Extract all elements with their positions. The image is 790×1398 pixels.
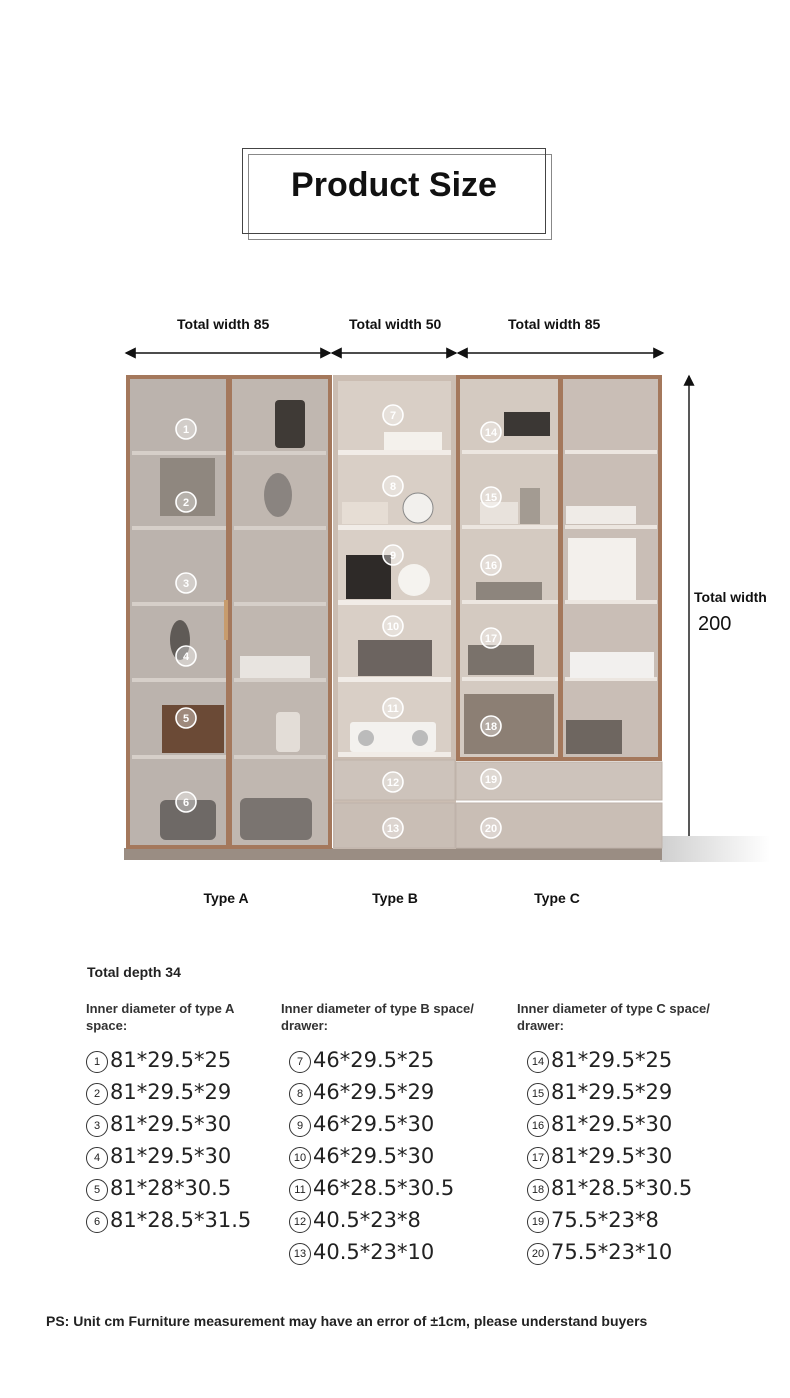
cabinet-type-a [126, 375, 332, 849]
type-a-dimensions [86, 1000, 266, 1236]
compartment-marker-label: 7 [389, 410, 397, 422]
compartment-dimensions: 46*29.5*30 [313, 1144, 435, 1168]
compartment-dimensions: 81*29.5*30 [110, 1144, 232, 1168]
compartment-marker [481, 628, 501, 648]
cabinet-plinth [124, 848, 662, 860]
compartment-number-badge: 10 [289, 1147, 311, 1169]
compartment-marker-label: 13 [386, 823, 400, 835]
compartment-number-badge: 14 [527, 1051, 549, 1073]
compartment-number-badge: 2 [86, 1083, 108, 1105]
dimension-item [527, 1140, 757, 1172]
compartment-dimensions: 46*29.5*25 [313, 1048, 435, 1072]
compartment-marker-label: 14 [484, 427, 498, 439]
dimension-item [527, 1236, 757, 1268]
compartment-marker-label: 19 [484, 774, 498, 786]
compartment-marker [176, 792, 196, 812]
compartment-marker-label: 12 [386, 777, 400, 789]
floor-shadow [660, 836, 770, 862]
compartment-marker [176, 708, 196, 728]
compartment-marker [481, 487, 501, 507]
compartment-dimensions: 40.5*23*8 [313, 1208, 421, 1232]
type-b-dimensions [281, 1000, 511, 1268]
compartment-marker [481, 716, 501, 736]
type-a-list [86, 1044, 266, 1236]
compartment-number-badge: 15 [527, 1083, 549, 1105]
type-label-b: Type B [372, 890, 418, 906]
compartment-marker-label: 8 [389, 481, 397, 493]
compartment-dimensions: 81*29.5*30 [110, 1112, 232, 1136]
measurement-note: PS: Unit cm Furniture measurement may have an error of ±1cm, please understand buyers [46, 1313, 648, 1329]
compartment-number-badge: 1 [86, 1051, 108, 1073]
compartment-marker-label: 16 [484, 560, 498, 572]
compartment-marker-label: 11 [387, 703, 399, 715]
compartment-dimensions: 81*29.5*25 [110, 1048, 232, 1072]
compartment-dimensions: 81*29.5*30 [551, 1112, 673, 1136]
dimension-item [86, 1172, 266, 1204]
compartment-marker [176, 492, 196, 512]
type-b-heading: Inner diameter of type B space/ drawer: [281, 1001, 474, 1033]
compartment-dimensions: 81*29.5*30 [551, 1144, 673, 1168]
compartment-marker [481, 769, 501, 789]
compartment-marker [176, 573, 196, 593]
compartment-number-badge: 19 [527, 1211, 549, 1233]
dimension-item [289, 1044, 511, 1076]
compartment-number-badge: 5 [86, 1179, 108, 1201]
compartment-marker [383, 772, 403, 792]
compartment-number-badge: 12 [289, 1211, 311, 1233]
compartment-marker-label: 1 [182, 424, 190, 436]
compartment-number-badge: 3 [86, 1115, 108, 1137]
width-label-type-b: Total width 50 [349, 316, 442, 332]
compartment-number-badge: 13 [289, 1243, 311, 1265]
compartment-marker-label: 18 [484, 721, 498, 733]
compartment-marker [383, 476, 403, 496]
compartment-number-badge: 8 [289, 1083, 311, 1105]
compartment-marker [176, 646, 196, 666]
compartment-marker-label: 4 [182, 651, 190, 663]
dimension-item [86, 1076, 266, 1108]
dimension-item [86, 1140, 266, 1172]
compartment-dimensions: 46*28.5*30.5 [313, 1176, 455, 1200]
compartment-number-badge: 11 [289, 1179, 311, 1201]
compartment-marker [481, 818, 501, 838]
page-title: Product Size [291, 166, 497, 204]
dimension-item [527, 1076, 757, 1108]
compartment-number-badge: 20 [527, 1243, 549, 1265]
dimension-item [527, 1204, 757, 1236]
total-depth: Total depth 34 [87, 964, 181, 980]
compartment-dimensions: 81*29.5*29 [551, 1080, 673, 1104]
compartment-number-badge: 6 [86, 1211, 108, 1233]
width-label-type-a: Total width 85 [177, 316, 270, 332]
type-b-list [281, 1044, 511, 1268]
compartment-marker [481, 422, 501, 442]
compartment-dimensions: 81*29.5*29 [110, 1080, 232, 1104]
dimension-item [527, 1172, 757, 1204]
type-a-heading: Inner diameter of type A space: [86, 1001, 234, 1033]
compartment-marker-label: 2 [182, 497, 190, 509]
height-label: Total width [694, 589, 767, 605]
compartment-marker [383, 698, 403, 718]
compartment-marker [383, 818, 403, 838]
compartment-marker [176, 419, 196, 439]
compartment-dimensions: 46*29.5*30 [313, 1112, 435, 1136]
compartment-number-badge: 7 [289, 1051, 311, 1073]
compartment-marker-label: 3 [182, 578, 190, 590]
compartment-dimensions: 75.5*23*8 [551, 1208, 659, 1232]
type-c-list [517, 1044, 757, 1268]
type-c-dimensions [517, 1000, 757, 1268]
compartment-marker-label: 10 [386, 621, 400, 633]
compartment-marker [383, 616, 403, 636]
compartment-dimensions: 75.5*23*10 [551, 1240, 673, 1264]
dimension-item [289, 1204, 511, 1236]
compartment-dimensions: 81*28*30.5 [110, 1176, 232, 1200]
compartment-dimensions: 81*28.5*30.5 [551, 1176, 693, 1200]
type-label-a: Type A [203, 890, 249, 906]
dimension-item [86, 1044, 266, 1076]
compartment-marker-label: 17 [484, 633, 498, 645]
type-label-c: Type C [534, 890, 580, 906]
dimension-item [527, 1044, 757, 1076]
height-value: 200 [698, 613, 732, 635]
compartment-marker-label: 9 [389, 550, 397, 562]
type-c-heading: Inner diameter of type C space/ drawer: [517, 1001, 710, 1033]
compartment-number-badge: 17 [527, 1147, 549, 1169]
dimension-item [289, 1140, 511, 1172]
width-label-type-c: Total width 85 [508, 316, 601, 332]
compartment-marker [481, 555, 501, 575]
compartment-marker [383, 545, 403, 565]
dimension-item [289, 1172, 511, 1204]
compartment-number-badge: 16 [527, 1115, 549, 1137]
compartment-dimensions: 81*28.5*31.5 [110, 1208, 252, 1232]
compartment-dimensions: 81*29.5*25 [551, 1048, 673, 1072]
compartment-marker-label: 20 [484, 823, 498, 835]
compartment-marker-label: 5 [182, 713, 190, 725]
compartment-marker-label: 6 [182, 797, 190, 809]
compartment-number-badge: 4 [86, 1147, 108, 1169]
compartment-dimensions: 46*29.5*29 [313, 1080, 435, 1104]
dimension-item [527, 1108, 757, 1140]
dimension-item [86, 1108, 266, 1140]
compartment-marker [383, 405, 403, 425]
dimension-item [289, 1108, 511, 1140]
dimension-item [289, 1076, 511, 1108]
compartment-number-badge: 18 [527, 1179, 549, 1201]
dimension-item [289, 1236, 511, 1268]
compartment-marker-label: 15 [484, 492, 498, 504]
compartment-dimensions: 40.5*23*10 [313, 1240, 435, 1264]
dimension-item [86, 1204, 266, 1236]
compartment-number-badge: 9 [289, 1115, 311, 1137]
